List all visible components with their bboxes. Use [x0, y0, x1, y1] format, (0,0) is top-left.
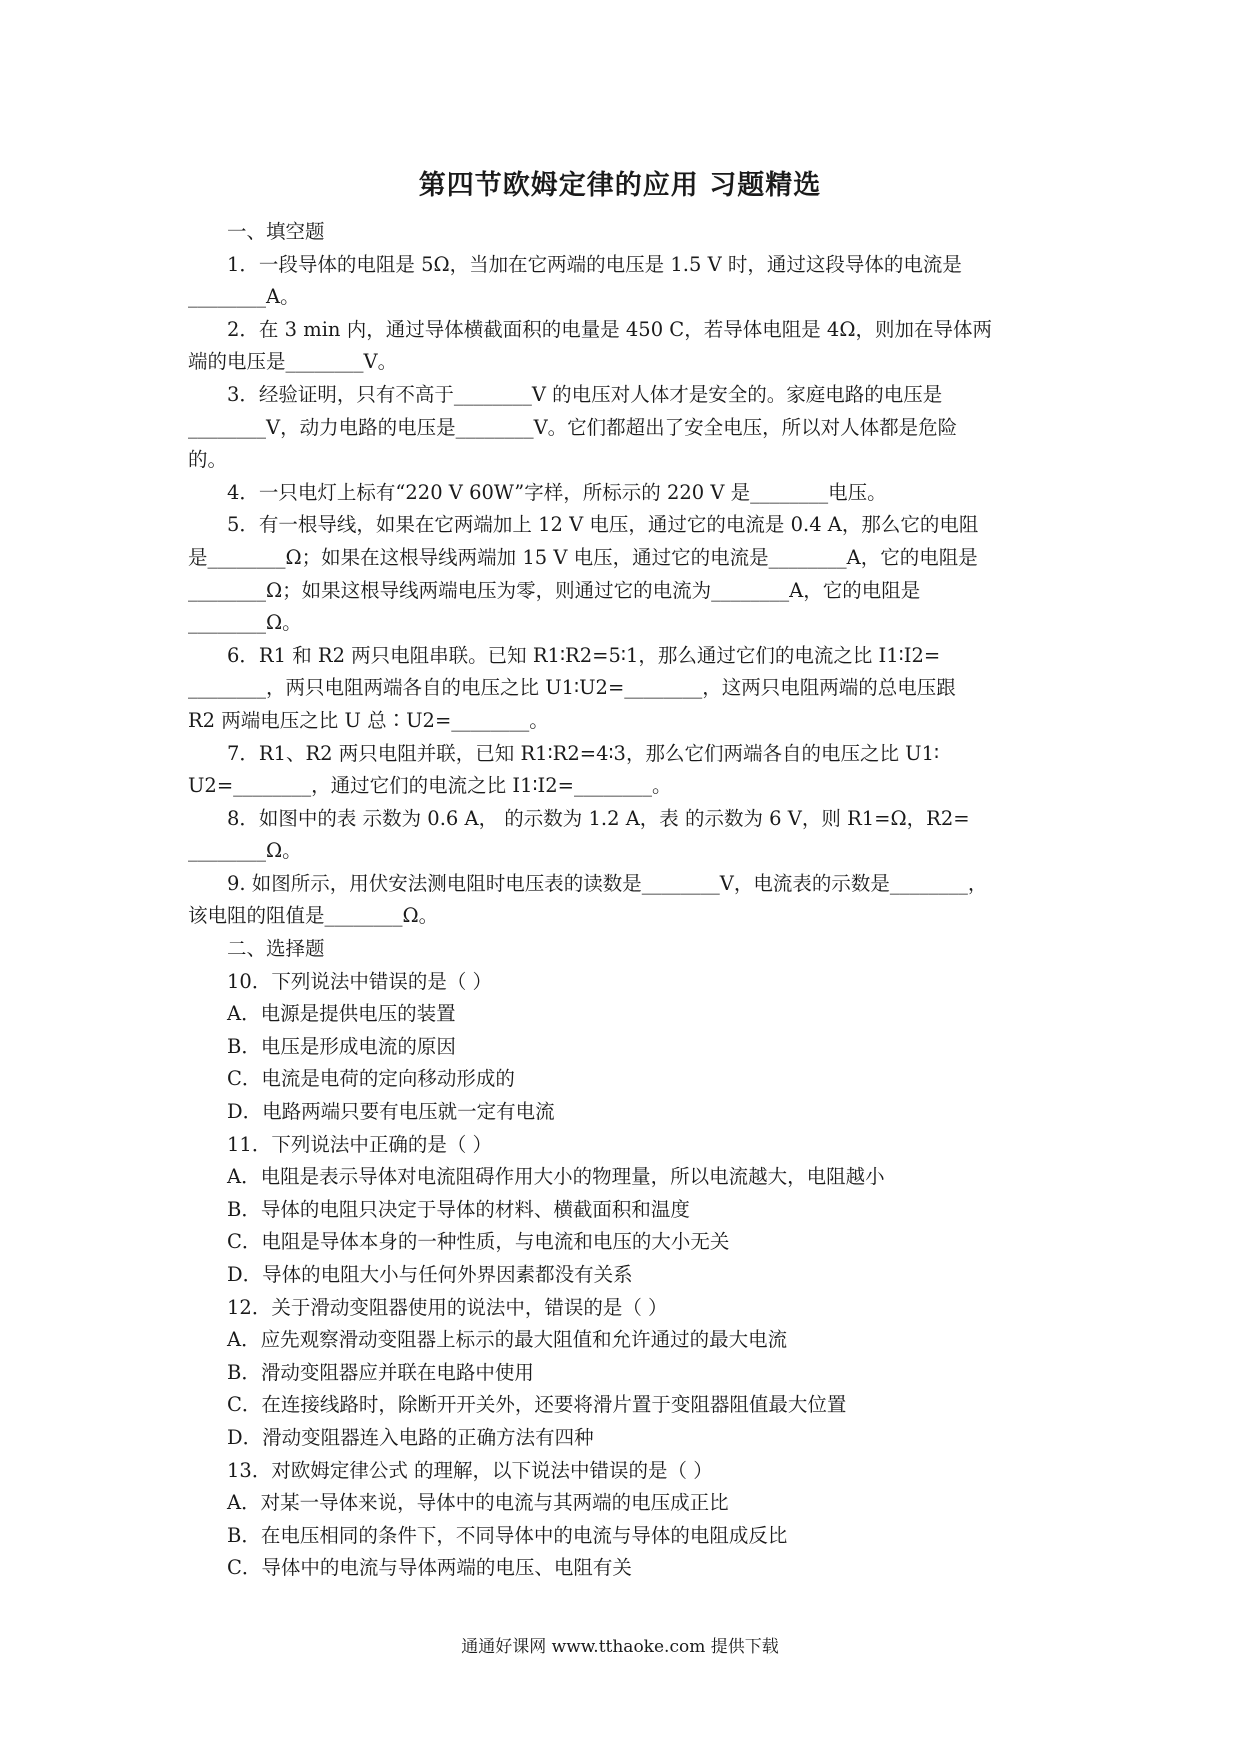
question-5-line-3: ________Ω；如果这根导线两端电压为零，则通过它的电流为________A，它的电阻是 [188, 578, 921, 602]
question-13-option-a: A．对某一导体来说，导体中的电流与其两端的电压成正比 [227, 1491, 729, 1515]
question-9-line-1: 9. 如图所示，用伏安法测电阻时电压表的读数是________V，电流表的示数是________， [227, 871, 988, 895]
question-3-line-3: 的。 [188, 448, 228, 472]
question-8-line-2: ________Ω。 [188, 839, 302, 863]
section-heading-multiple-choice: 二、选择题 [227, 937, 325, 961]
question-10-option-d: D．电路两端只要有电压就一定有电流 [227, 1100, 555, 1124]
question-6-line-1: 6．R1 和 R2 两只电阻串联。已知 R1∶R2=5∶1，那么通过它们的电流之比 I1∶I2= [227, 643, 941, 667]
question-9-line-2: 该电阻的阻值是________Ω。 [188, 904, 439, 928]
question-5-line-4: ________Ω。 [188, 611, 302, 635]
question-2-line-1: 2．在 3 min 内，通过导体横截面积的电量是 450 C，若导体电阻是 4Ω，则加在导体两 [227, 317, 993, 341]
page-footer: 通通好课网 www.tthaoke.com 提供下载 [461, 1637, 779, 1657]
question-13-option-b: B．在电压相同的条件下，不同导体中的电流与导体的电阻成反比 [227, 1523, 788, 1547]
question-3-line-1: 3．经验证明，只有不高于________V 的电压对人体才是安全的。家庭电路的电压是 [227, 382, 943, 406]
question-11: 11．下列说法中正确的是（ ） [227, 1132, 493, 1156]
question-12-option-c: C．在连接线路时，除断开开关外，还要将滑片置于变阻器阻值最大位置 [227, 1393, 847, 1417]
question-11-option-d: D．导体的电阻大小与任何外界因素都没有关系 [227, 1263, 633, 1286]
question-13-option-c: C．导体中的电流与导体两端的电压、电阻有关 [227, 1556, 632, 1580]
question-10: 10．下列说法中错误的是（ ） [227, 969, 493, 993]
question-11-option-b: B．导体的电阻只决定于导体的材料、横截面积和温度 [227, 1197, 690, 1221]
question-10-option-c: C．电流是电荷的定向移动形成的 [227, 1067, 515, 1091]
question-7-line-2: U2=________，通过它们的电流之比 I1∶I2=________。 [188, 774, 672, 798]
question-10-option-a: A．电源是提供电压的装置 [227, 1002, 456, 1026]
question-12-option-b: B．滑动变阻器应并联在电路中使用 [227, 1360, 534, 1384]
question-2-line-2: 端的电压是________V。 [188, 350, 398, 374]
question-12-option-d: D．滑动变阻器连入电路的正确方法有四种 [227, 1425, 594, 1449]
question-11-option-c: C．电阻是导体本身的一种性质，与电流和电压的大小无关 [227, 1230, 730, 1254]
question-3-line-2: ________V，动力电路的电压是________V。它们都超出了安全电压，所以对人体都是危险 [188, 415, 958, 439]
question-6-line-3: R2 两端电压之比 U 总∶U2=________。 [188, 708, 549, 732]
question-13: 13．对欧姆定律公式 的理解，以下说法中错误的是（ ） [227, 1458, 713, 1482]
question-1-line-2: ________A。 [188, 285, 300, 309]
question-4: 4．一只电灯上标有“220 V 60W”字样，所标示的 220 V 是________电压。 [227, 480, 887, 504]
question-1-line-1: 1．一段导体的电阻是 5Ω，当加在它两端的电压是 1.5 V 时，通过这段导体的电流是 [227, 252, 962, 276]
question-7-line-1: 7．R1、R2 两只电阻并联，已知 R1∶R2=4∶3，那么它们两端各自的电压之比 U1∶ [227, 741, 940, 765]
question-6-line-2: ________，两只电阻两端各自的电压之比 U1∶U2=________，这两只电阻两端的总电压跟 [188, 676, 956, 700]
exercise-body [188, 216, 1056, 1585]
section-heading-fill-blank: 一、填空题 [227, 220, 325, 243]
question-8-line-1: 8．如图中的表 示数为 0.6 A， 的示数为 1.2 A，表 的示数为 6 V，则 R1=Ω，R2= [227, 806, 970, 830]
question-5-line-1: 5．有一根导线，如果在它两端加上 12 V 电压，通过它的电流是 0.4 A，那么它的电阻 [227, 513, 979, 537]
page-title: 第四节欧姆定律的应用 习题精选 [418, 170, 822, 201]
question-10-option-b: B．电压是形成电流的原因 [227, 1034, 456, 1058]
question-12: 12．关于滑动变阻器使用的说法中，错误的是（ ） [227, 1295, 668, 1319]
question-12-option-a: A．应先观察滑动变阻器上标示的最大阻值和允许通过的最大电流 [227, 1328, 788, 1352]
question-11-option-a: A．电阻是表示导体对电流阻碍作用大小的物理量，所以电流越大，电阻越小 [227, 1165, 885, 1189]
question-5-line-2: 是________Ω；如果在这根导线两端加 15 V 电压，通过它的电流是________A，它的电阻是 [188, 545, 978, 569]
